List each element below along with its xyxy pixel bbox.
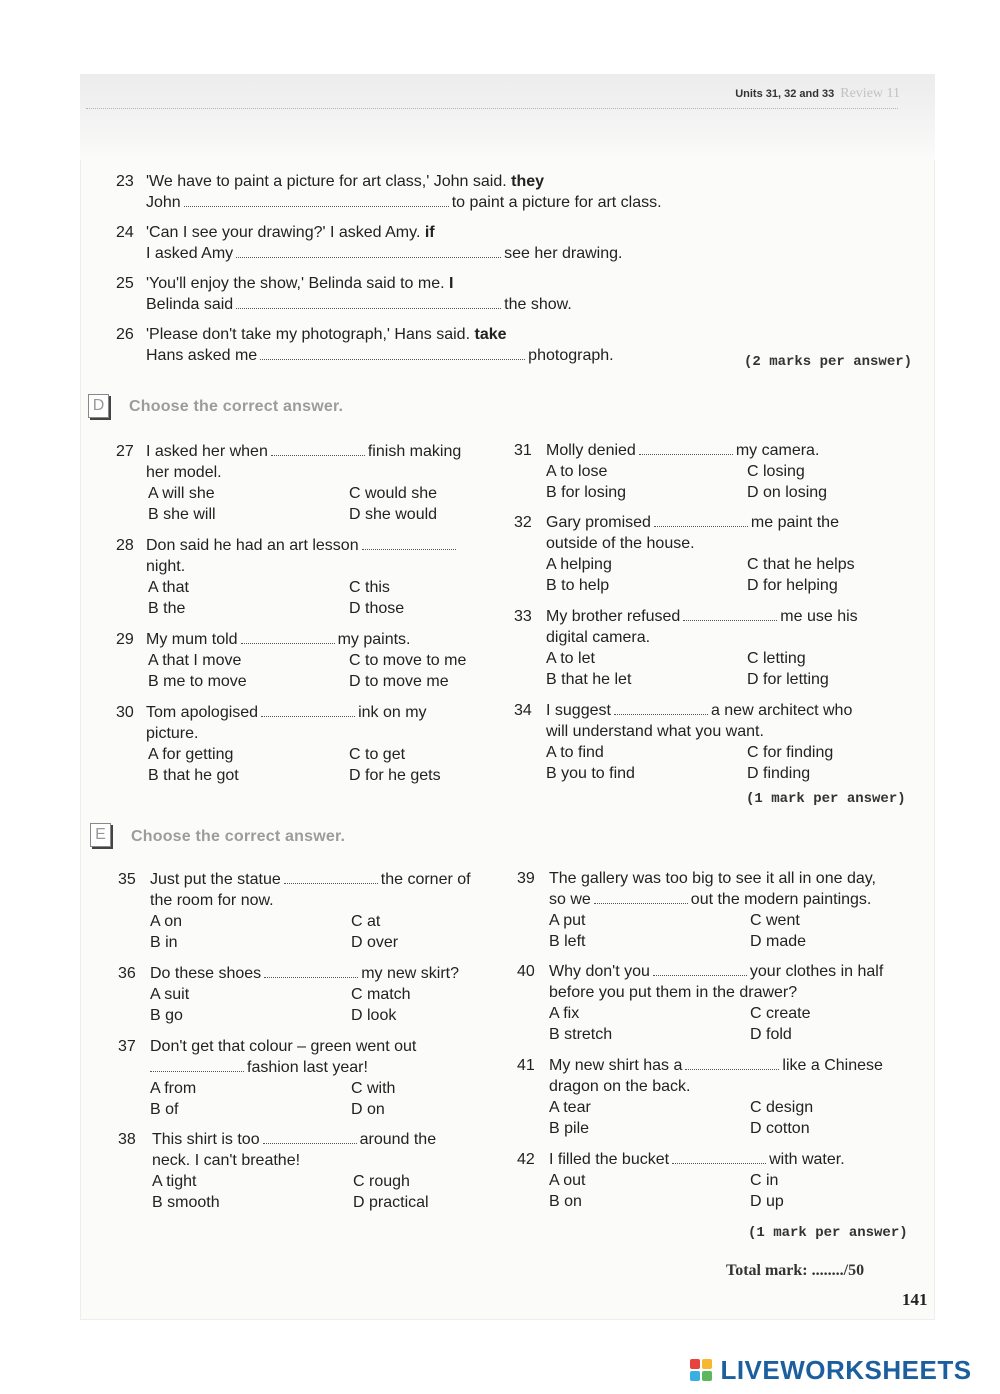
option-32-b[interactable]: B to help [546, 577, 610, 594]
option-31-d[interactable]: D on losing [747, 484, 828, 501]
answer-blank-25[interactable] [236, 295, 501, 309]
answer-blank-24[interactable] [236, 244, 501, 258]
option-34-a[interactable]: A to find [546, 744, 604, 761]
answer-blank-37[interactable] [150, 1058, 244, 1072]
answer-blank-38[interactable] [263, 1130, 357, 1144]
option-30-d[interactable]: D for he gets [349, 767, 441, 784]
option-40-b[interactable]: B stretch [549, 1026, 613, 1043]
option-28-b[interactable]: B the [148, 600, 186, 617]
option-36-a[interactable]: A suit [150, 986, 190, 1003]
option-35-d[interactable]: D over [351, 934, 399, 951]
option-39-c[interactable]: C went [750, 912, 800, 929]
answer-blank-36[interactable] [264, 964, 358, 978]
question-37: 37 Don't get that colour – green went out fashion last year! A from B of C with D on [118, 1038, 417, 1118]
answer-blank-27[interactable] [271, 442, 365, 456]
answer-blank-35[interactable] [284, 870, 378, 884]
option-39-a[interactable]: A put [549, 912, 586, 929]
question-28: 28 Don said he had an art lesson night. A that B the C this D those [116, 535, 496, 619]
answer-blank-42[interactable] [672, 1150, 766, 1164]
option-32-c[interactable]: C that he helps [747, 556, 855, 573]
option-30-c[interactable]: C to get [349, 746, 406, 763]
question-26: 26 'Please don't take my photograph,' Hans said. take Hans asked me photograph. [116, 326, 614, 364]
option-33-c[interactable]: C letting [747, 650, 806, 667]
answer-blank-29[interactable] [241, 630, 335, 644]
option-41-b[interactable]: B pile [549, 1120, 590, 1137]
answer-blank-34[interactable] [614, 701, 708, 715]
option-29-a[interactable]: A that I move [148, 652, 242, 669]
question-38: 38 This shirt is too around the neck. I can't breathe! A tight B smooth C rough D practical [118, 1131, 437, 1211]
option-36-d[interactable]: D look [351, 1007, 397, 1024]
option-38-a[interactable]: A tight [152, 1173, 197, 1190]
question-41: 41 My new shirt has a like a Chinese dragon on the back. A tear B pile C design D cotton [517, 1057, 883, 1137]
answer-blank-26[interactable] [260, 346, 525, 360]
section-e-title: Choose the correct answer. [131, 828, 346, 845]
header-divider [86, 108, 898, 109]
option-35-a[interactable]: A on [150, 913, 183, 930]
question-39: 39 The gallery was too big to see it all in one day, so we out the modern paintings. A put B left C went D made [517, 870, 876, 950]
answer-blank-32[interactable] [654, 513, 748, 527]
question-42: 42 I filled the bucket with water. A out B on C in D up [517, 1151, 845, 1210]
question-23: 23 'We have to paint a picture for art class,' John said. they John to paint a picture for art class. [116, 173, 662, 211]
marks-note-d: (1 mark per answer) [746, 791, 906, 807]
option-36-b[interactable]: B go [150, 1007, 183, 1024]
option-32-a[interactable]: A helping [546, 556, 612, 573]
option-27-b[interactable]: B she will [148, 506, 216, 523]
answer-blank-28[interactable] [362, 536, 456, 550]
option-36-c[interactable]: C match [351, 986, 411, 1003]
option-28-c[interactable]: C this [349, 579, 390, 596]
answer-blank-33[interactable] [683, 607, 777, 621]
option-37-a[interactable]: A from [150, 1080, 197, 1097]
brand-name: LIVEWORKSHEETS [720, 1355, 972, 1385]
answer-blank-23[interactable] [184, 193, 449, 207]
section-e-box: E [90, 823, 111, 847]
option-38-b[interactable]: B smooth [152, 1194, 220, 1211]
option-34-b[interactable]: B you to find [546, 765, 635, 782]
page-number: 141 [902, 1290, 928, 1309]
option-31-b[interactable]: B for losing [546, 484, 627, 501]
answer-blank-41[interactable] [685, 1056, 779, 1070]
marks-note-c: (2 marks per answer) [744, 354, 913, 370]
question-25: 25 'You'll enjoy the show,' Belinda said to me. I Belinda said the show. [116, 275, 572, 313]
question-36: 36 Do these shoes my new skirt? A suit B go C match D look [118, 965, 459, 1024]
option-27-a[interactable]: A will she [148, 485, 215, 502]
total-mark: Total mark: ......../50 [726, 1262, 865, 1279]
option-38-d[interactable]: D practical [353, 1194, 429, 1211]
option-39-d[interactable]: D made [750, 933, 807, 950]
question-27: 27 I asked her when finish making her model. A will she B she will C would she D she would [116, 443, 462, 523]
option-28-a[interactable]: A that [148, 579, 189, 596]
marks-note-e: (1 mark per answer) [748, 1225, 908, 1241]
question-40: 40 Why don't you your clothes in half before you put them in the drawer? A fix B stretch C create D fold [517, 963, 884, 1043]
section-d-title: Choose the correct answer. [129, 398, 344, 415]
option-34-d[interactable]: D finding [747, 765, 811, 782]
brand-logo-icon [690, 1359, 714, 1383]
option-42-d[interactable]: D up [750, 1193, 784, 1210]
option-33-d[interactable]: D for letting [747, 671, 829, 688]
option-33-b[interactable]: B that he let [546, 671, 632, 688]
section-d-box: D [88, 394, 109, 418]
question-24: 24 'Can I see your drawing?' I asked Amy. if I asked Amy see her drawing. [116, 224, 623, 262]
option-42-a[interactable]: A out [549, 1172, 586, 1189]
option-27-c[interactable]: C would she [349, 485, 438, 502]
option-41-c[interactable]: C design [750, 1099, 814, 1116]
option-27-d[interactable]: D she would [349, 506, 438, 523]
option-35-b[interactable]: B in [150, 934, 178, 951]
brand-footer [690, 1355, 972, 1387]
option-31-a[interactable]: A to lose [546, 463, 608, 480]
question-33: 33 My brother refused me use his digital camera. A to let B that he let C letting D for letting [514, 608, 858, 688]
option-37-b[interactable]: B of [150, 1101, 179, 1118]
option-41-d[interactable]: D cotton [750, 1120, 810, 1137]
question-34: 34 I suggest a new architect who will understand what you want. A to find B you to find C for finding D finding [514, 702, 853, 782]
option-34-c[interactable]: C for finding [747, 744, 834, 761]
option-40-a[interactable]: A fix [549, 1005, 580, 1022]
unit-header: Units 31, 32 and 33 Review 11 [735, 86, 900, 101]
option-38-c[interactable]: C rough [353, 1173, 410, 1190]
option-29-c[interactable]: C to move to me [349, 652, 467, 669]
question-32: 32 Gary promised me paint the outside of the house. A helping B to help C that he helps D for helping [514, 514, 855, 594]
answer-blank-39[interactable] [594, 890, 688, 904]
option-37-d[interactable]: D on [351, 1101, 385, 1118]
answer-blank-31[interactable] [639, 441, 733, 455]
option-37-c[interactable]: C with [351, 1080, 396, 1097]
question-30: 30 Tom apologised ink on my picture. A for getting B that he got C to get D for he gets [116, 704, 441, 784]
option-40-c[interactable]: C create [750, 1005, 811, 1022]
option-39-b[interactable]: B left [549, 933, 586, 950]
question-31: 31 Molly denied my camera. A to lose B for losing C losing D on losing [514, 442, 828, 501]
question-29: 29 My mum told my paints. A that I move B me to move C to move to me D to move me [116, 631, 467, 690]
option-40-d[interactable]: D fold [750, 1026, 792, 1043]
option-42-c[interactable]: C in [750, 1172, 779, 1189]
option-35-c[interactable]: C at [351, 913, 381, 930]
option-30-a[interactable]: A for getting [148, 746, 234, 763]
option-31-c[interactable]: C losing [747, 463, 805, 480]
option-33-a[interactable]: A to let [546, 650, 595, 667]
option-42-b[interactable]: B on [549, 1193, 582, 1210]
option-30-b[interactable]: B that he got [148, 767, 239, 784]
answer-blank-30[interactable] [261, 703, 355, 717]
option-29-b[interactable]: B me to move [148, 673, 247, 690]
option-32-d[interactable]: D for helping [747, 577, 838, 594]
question-35: 35 Just put the statue the corner of the room for now. A on B in C at D over [118, 871, 471, 951]
answer-blank-40[interactable] [653, 962, 747, 976]
option-29-d[interactable]: D to move me [349, 673, 449, 690]
option-41-a[interactable]: A tear [549, 1099, 591, 1116]
option-28-d[interactable]: D those [349, 600, 405, 617]
